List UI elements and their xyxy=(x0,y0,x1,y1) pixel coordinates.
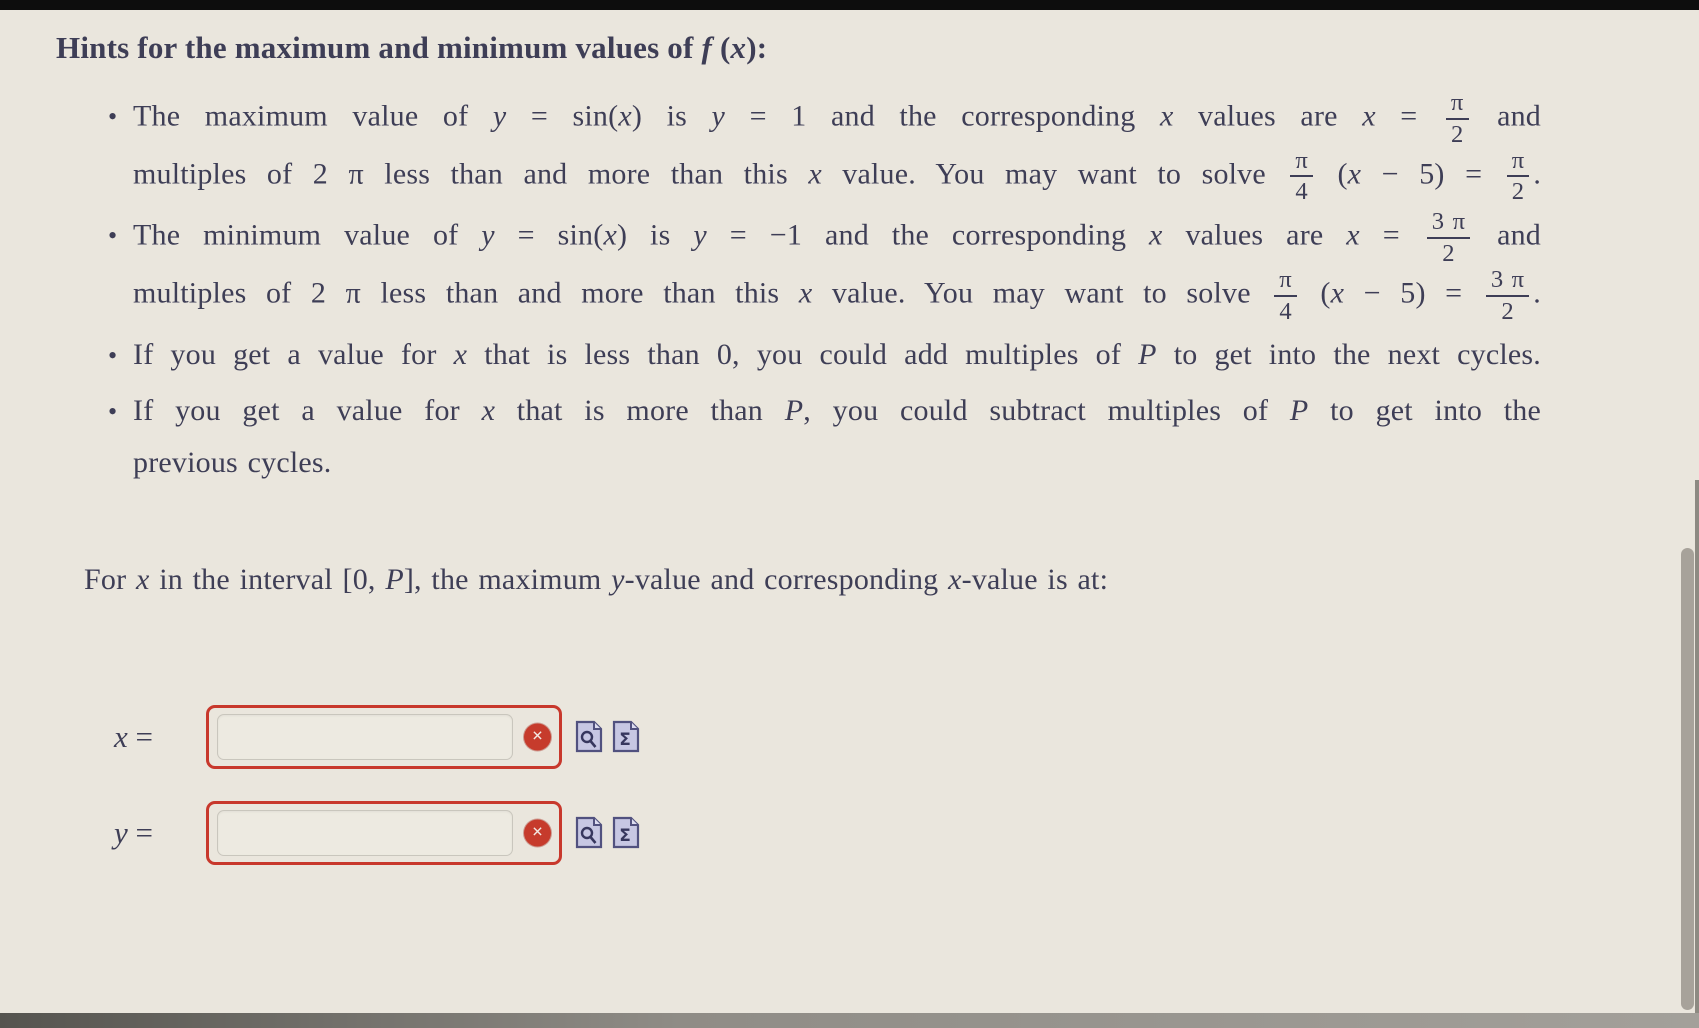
text-run: For xyxy=(84,562,136,596)
text-run: and xyxy=(1472,99,1542,133)
fraction-numerator: π xyxy=(1274,267,1297,297)
hint-line xyxy=(133,148,1541,206)
math-fraction xyxy=(1507,148,1530,206)
text-run: values are xyxy=(1162,218,1347,252)
text-run: The maximum value of xyxy=(133,99,493,133)
svg-text:Σ: Σ xyxy=(619,826,631,846)
text-run: value. You may want to solve xyxy=(812,276,1271,310)
math-fraction xyxy=(1486,267,1529,325)
answer-row-x xyxy=(114,705,1541,769)
hint-item xyxy=(106,329,1541,381)
incorrect-mark-icon: ✕ xyxy=(524,819,551,846)
question-panel xyxy=(0,10,1699,897)
hint-line xyxy=(133,267,1541,325)
text-run: multiples of 2 π less than and more than this xyxy=(133,157,809,191)
equation-editor-button[interactable] xyxy=(612,816,640,849)
text-run: − 5) = xyxy=(1361,157,1503,191)
interval-question-text xyxy=(84,563,1541,597)
fraction-denominator: 4 xyxy=(1295,178,1308,206)
math-variable: x xyxy=(1362,99,1376,133)
math-variable: x xyxy=(481,393,496,427)
math-variable: x xyxy=(798,276,813,310)
text-run: = xyxy=(1359,218,1423,252)
math-variable: y xyxy=(711,99,726,133)
answer-tools xyxy=(575,816,640,849)
answer-label xyxy=(114,815,206,851)
text-run: = 1 and the corresponding xyxy=(725,99,1160,133)
magnifier-document-icon xyxy=(575,720,603,753)
fraction-denominator: 2 xyxy=(1450,120,1464,148)
math-variable: x xyxy=(1346,218,1360,252)
answer-label xyxy=(114,719,206,755)
fraction-denominator: 2 xyxy=(1501,297,1514,325)
text-run: If you get a value for xyxy=(133,393,482,427)
math-variable: x xyxy=(135,562,150,596)
answer-tools xyxy=(575,720,640,753)
math-variable: x xyxy=(114,718,128,754)
scrollbar-track-edge xyxy=(1695,480,1699,1013)
text-run: values are xyxy=(1173,99,1363,133)
math-variable: P xyxy=(784,393,804,427)
answer-section xyxy=(114,705,1541,865)
text-run: = xyxy=(127,718,153,754)
math-variable: x xyxy=(453,337,468,371)
math-variable: y xyxy=(114,814,128,850)
math-variable: y xyxy=(693,218,707,252)
hint-item xyxy=(106,209,1541,324)
text-run: ], the maximum xyxy=(403,562,612,596)
math-variable: x xyxy=(1160,99,1174,133)
math-variable: y xyxy=(611,562,625,596)
text-run: value. You may want to solve xyxy=(821,157,1287,191)
math-fraction xyxy=(1446,90,1469,148)
text-run: = xyxy=(127,814,153,850)
text-run: that is less than 0, you could add multiples of xyxy=(467,337,1139,371)
fraction-denominator: 4 xyxy=(1279,297,1292,325)
math-fraction xyxy=(1274,267,1297,325)
text-run: The minimum value of xyxy=(133,218,482,252)
text-run: in the interval [0, xyxy=(149,562,386,596)
text-run: ( xyxy=(1300,276,1331,310)
math-variable: x xyxy=(1347,157,1362,191)
text-run: . xyxy=(1533,276,1541,310)
fraction-numerator: 3 π xyxy=(1486,267,1529,297)
math-variable: f xyxy=(701,30,713,65)
svg-text:Σ: Σ xyxy=(619,730,631,750)
fraction-denominator: 2 xyxy=(1442,240,1455,268)
text-run: ( xyxy=(712,30,731,65)
sigma-document-icon xyxy=(612,816,640,849)
answer-field-wrapper xyxy=(206,705,562,769)
math-variable: x xyxy=(948,562,962,596)
text-run: that is more than xyxy=(495,393,785,427)
hint-line xyxy=(133,209,1541,267)
fraction-numerator: π xyxy=(1446,90,1469,120)
screen-top-edge xyxy=(0,0,1699,10)
math-variable: y xyxy=(492,99,507,133)
math-variable: x xyxy=(1330,276,1345,310)
fraction-numerator: 3 π xyxy=(1427,209,1470,239)
hint-line xyxy=(133,437,1541,489)
math-variable: x xyxy=(603,218,617,252)
preview-button[interactable] xyxy=(575,720,603,753)
text-run: = sin( xyxy=(494,218,604,252)
y-answer-input[interactable] xyxy=(217,810,513,856)
text-run: to get into the next cycles. xyxy=(1156,337,1541,371)
math-fraction xyxy=(1290,148,1313,206)
text-run: ( xyxy=(1316,157,1348,191)
text-run: If you get a value for xyxy=(133,337,454,371)
magnifier-document-icon xyxy=(575,816,603,849)
fraction-numerator: π xyxy=(1507,148,1530,178)
hint-line xyxy=(133,385,1541,437)
page-title xyxy=(56,30,1541,66)
hints-list xyxy=(56,90,1541,489)
text-run: Hints for the maximum and minimum values of xyxy=(56,30,702,65)
hint-item xyxy=(106,90,1541,205)
text-run: − 5) = xyxy=(1344,276,1482,310)
text-run: . xyxy=(1533,157,1542,191)
x-answer-input[interactable] xyxy=(217,714,513,760)
text-run: ): xyxy=(746,30,768,65)
text-run: -value and corresponding xyxy=(624,562,949,596)
answer-field-wrapper xyxy=(206,801,562,865)
math-variable: x xyxy=(618,99,632,133)
scrollbar-thumb[interactable] xyxy=(1681,548,1694,1010)
screen-bottom-edge xyxy=(0,1013,1699,1028)
preview-button[interactable] xyxy=(575,816,603,849)
math-fraction xyxy=(1427,209,1470,267)
math-variable: x xyxy=(730,30,747,65)
text-run: = −1 and the corresponding xyxy=(706,218,1150,252)
text-run: = xyxy=(1375,99,1442,133)
fraction-denominator: 2 xyxy=(1511,178,1525,206)
answer-row-y xyxy=(114,801,1541,865)
text-run: multiples of 2 π less than and more than this xyxy=(133,276,799,310)
math-variable: P xyxy=(1289,393,1309,427)
math-variable: P xyxy=(385,562,404,596)
math-variable: x xyxy=(1149,218,1163,252)
sigma-document-icon xyxy=(612,720,640,753)
text-run: ) is xyxy=(616,218,694,252)
text-run: ) is xyxy=(631,99,712,133)
text-run: and xyxy=(1474,218,1541,252)
math-variable: P xyxy=(1138,337,1157,371)
hint-item xyxy=(106,385,1541,489)
text-run: -value is at: xyxy=(961,562,1109,596)
hint-line xyxy=(133,90,1541,148)
math-variable: y xyxy=(481,218,495,252)
math-variable: x xyxy=(808,157,822,191)
text-run: = sin( xyxy=(506,99,619,133)
incorrect-mark-icon: ✕ xyxy=(524,723,551,750)
fraction-numerator: π xyxy=(1290,148,1313,178)
text-run: , you could subtract multiples of xyxy=(803,393,1290,427)
text-run: previous cycles. xyxy=(133,445,332,479)
equation-editor-button[interactable] xyxy=(612,720,640,753)
text-run: to get into the xyxy=(1308,393,1541,427)
hint-line xyxy=(133,329,1541,381)
